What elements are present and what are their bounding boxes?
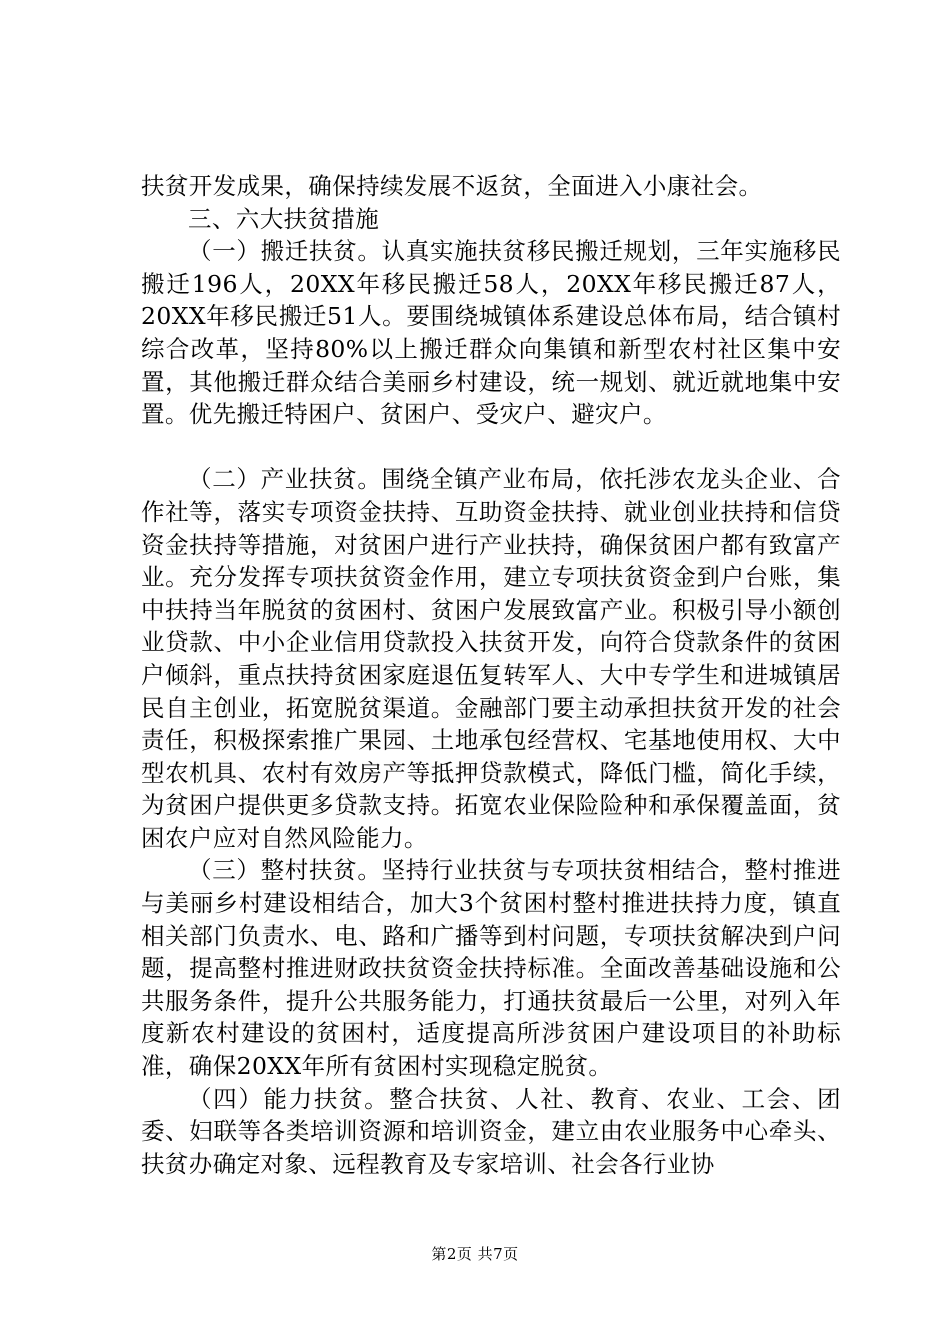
paragraph-relocation: （一）搬迁扶贫。认真实施扶贫移民搬迁规划，三年实施移民搬迁196人，20XX年移民搬迁58人，20XX年移民搬迁87人，20XX年移民搬迁51人。要围绕城镇体系建设总体布局，结合镇村综合改革，坚持80%以上搬迁群众向集镇和新型农村社区集中安置，其他搬迁群众结合美丽乡村建设，统一规划、就近就地集中安置。优先搬迁特困户、贫困户、受灾户、避灾户。 <box>141 237 841 429</box>
paragraph-industry: （二）产业扶贫。围绕全镇产业布局，依托涉农龙头企业、合作社等，落实专项资金扶持、互助资金扶持、就业创业扶持和信贷资金扶持等措施，对贫困户进行产业扶持，确保贫困户都有致富产业。充分发挥专项扶贫资金作用，建立专项扶贫资金到户台账，集中扶持当年脱贫的贫困村、贫困户发展致富产业。积极引导小额创业贷款、中小企业信用贷款投入扶贫开发，向符合贷款条件的贫困户倾斜，重点扶持贫困家庭退伍复转军人、大中专学生和进城镇居民自主创业，拓宽脱贫渠道。金融部门要主动承担扶贫开发的社会责任，积极探索推广果园、土地承包经营权、宅基地使用权、大中型农机具、农村有效房产等抵押贷款模式，降低门槛，简化手续，为贫困户提供更多贷款支持。拓宽农业保险险种和承保覆盖面，贫困农户应对自然风险能力。 <box>141 465 841 852</box>
page-footer: 第2页 共7页 <box>431 1245 519 1263</box>
paragraph-continuation: 扶贫开发成果，确保持续发展不返贫，全面进入小康社会。 <box>141 172 763 200</box>
paragraph-capacity: （四）能力扶贫。整合扶贫、人社、教育、农业、工会、团委、妇联等各类培训资源和培训资金，建立由农业服务中心牵头、扶贫办确定对象、远程教育及专家培训、社会各行业协 <box>141 1084 841 1178</box>
paragraph-village: （三）整村扶贫。坚持行业扶贫与专项扶贫相结合，整村推进与美丽乡村建设相结合，加大3个贫困村整村推进扶持力度，镇直相关部门负责水、电、路和广播等到村问题，专项扶贫解决到户问题，提高整村推进财政扶贫资金扶持标准。全面改善基础设施和公共服务条件，提升公共服务能力，打通扶贫最后一公里，对列入年度新农村建设的贫困村，适度提高所涉贫困户建设项目的补助标准，确保20XX年所有贫困村实现稳定脱贫。 <box>141 856 841 1081</box>
section-heading: 三、六大扶贫措施 <box>188 204 380 233</box>
document-body <box>141 170 841 1180</box>
paragraph-gap <box>141 431 841 464</box>
